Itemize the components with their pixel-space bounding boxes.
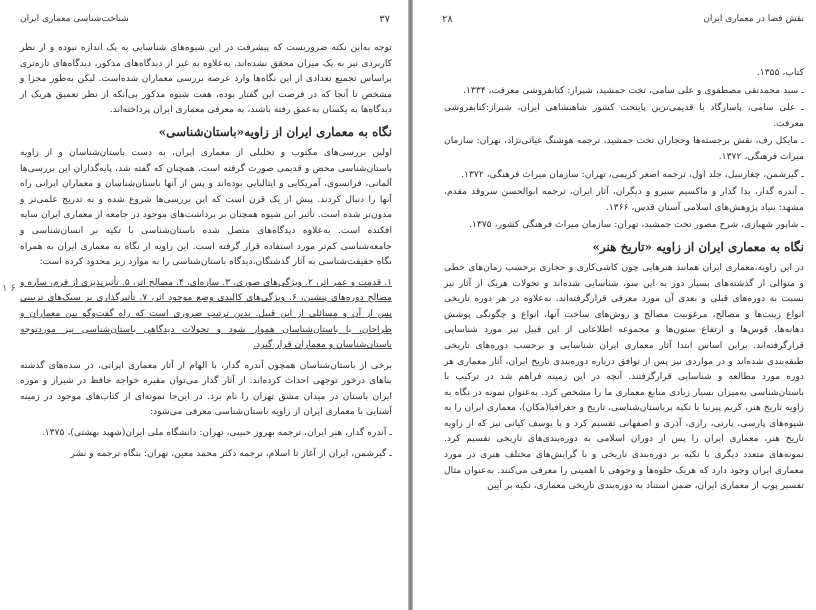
reference-item: ـ شاپور شهبازی، شرح مصور تخت جمشید، تهران: سازمان میراث فرهنگی کشور، ۱۳۷۵. bbox=[469, 219, 804, 231]
left-page-number: ۳۷ bbox=[379, 14, 390, 25]
reference-item: کتاب، ۱۳۵۵. bbox=[756, 67, 804, 78]
reference-item: ـ علی سامی، پاسارگاد یا قدیمی‌ترین پایتخت کشور شاهنشاهی ایران، شیراز:کتابفروشی معرفت. bbox=[444, 102, 804, 129]
left-page-header bbox=[20, 14, 390, 25]
margin-handwritten-note: ۱ ۶ bbox=[2, 283, 16, 294]
archaeology-paragraph-2: ۱. قدمت و عمر اثر، ۲. ویژگی‌های صوری، ۳. سازه‌ای، ۴. مصالح اثر، ۵. تأثیرپذیری از فرم، سازه و مصالح دوره‌های پیشین، ۶. ویژگی‌های کالبدی وضع موجود اثر، ۷. تأثیرگذاری بر سبک‌های تزیینی پس از آن و مسائلی از این قبیل. بدین ترتیب ضروری است که راه گفت‌وگو بین معماران و طراحان، با باستان‌شناسان هموار شود و تحولات دیدگاهی باستان‌شناسی نیز موردتوجه باستان‌شناسان و معماران قرار گیرد. bbox=[20, 276, 393, 351]
left-page-body bbox=[20, 40, 392, 466]
art-history-paragraph: در این زاویه،معماری ایران همانند هنرهایی چون کاشی‌کاری و حجاری برحسب زمان‌های خطی و متوالی از گذشته‌های بسیار دور به این سو، شناسایی شده‌اند و تحولات هریک از آثار نیز نسبت به دوره‌های قبلی و بعدی آن مورد معرفی قرارگرفته‌اند. به‌علاوه در هر دوره تاریخی انواع زینت‌ها و مصالح، مرغوبیت مصالح و روش‌های ساخت آنها، انواع و چگونگی پوشش دهانه‌ها، قوس‌ها و ارتفاع ستون‌ها و مجموعه اطلاعاتی از این قبیل نیز مورد شناسایی قرارگرفته‌اند. براین اساس ابتدا آثار معماری ایران شناسایی و برحسب دوره‌های تاریخی طبقه‌بندی شده‌اند و در مواردی نیز پس از توافق درباره دوره‌بندی تاریخ ایران، آثار معماری هر دوره مورد مطالعه و شناسایی قرارگرفتند. آنچه در این زمینه فراهم شد در ترکیب با باستان‌شناسی به‌میزان بسیار زیادی منابع معماری ما را مشخص کرد. به‌عنوان نمونه در نگاه به زاویه تاریخ هنر، کریم پیرنیا با تکیه برباستان‌شناسی، تاریخ و جغرافیا(مکان)، معماری ایران را به شیوه‌های پارسی، پارتی، رازی، آذری و اصفهانی تقسیم کرد و یا یوسف کیانی نیز که از زاویه تاریخ هنر، معماری ایران را پس از دوران اسلامی به دوره‌بندی‌های تاریخی تقسیم کرد. نمونه‌های متعدد دیگری با تکیه بر دوره‌بندی تاریخی و با گرایش‌های مختلف هنری در مورد معماری ایران وجود دارد که هریک جلوه‌ها و وجوهی با اهمیتی را معرفی می‌کنند. به‌عنوان مثال تفسیر پوپ از معماری ایران، ضمن استناد به دوره‌بندی تاریخی معماری، تکیه بر آیین bbox=[444, 261, 804, 492]
reference-item: ـ گیرشمن، ایران از آغاز تا اسلام، ترجمه دکتر محمد معین، تهران: بنگاه ترجمه و نشر bbox=[70, 447, 392, 459]
intro-paragraph: توجه به‌این نکته ضروریست که پیشرفت در این شیوه‌های شناسایی به یک اندازه نبوده و از نظر کاربردی نیز به یک میزان محقق نشده‌اند. به‌علاوه به غیر از دیدگاه‌های مذکور، دیدگاه‌های تازه‌تری براساس تجمیع تعدادی از این نگاه‌ها وارد عرصه بررسی معماران شده‌است. لیکن به‌طور مجزا و مشخص تا آنجا که در فرصت این گفتار بوده، هفت شیوه مذکور بی‌آنکه از نظر تعمیق هریک از دیدگاه‌ها به یکسان به‌عمق رفته باشند، به معرفی معماری ایران پرداخته‌اند. bbox=[20, 42, 392, 116]
reference-item: ـ گیرشمن، چغازنبیل، جلد اول، ترجمه اصغر کریمی، تهران: سازمان میراث فرهنگی، ۱۳۷۲. bbox=[461, 168, 804, 180]
right-page-body bbox=[444, 65, 804, 499]
archaeology-paragraph-1: اولین بررسی‌های مکتوب و تحلیلی از معماری ایران، به دست باستان‌شناسان و از زاویه باستان‌شناسی محض و قدیمی صورت گرفته است. همچنان که گفته شد، پایه‌گذاران این بررسی‌ها آلمانی، فرانسوی، آمریکایی و ایتالیایی بوده‌اند و پس از آنها باستان‌شناسان و معماران ایرانی راه آنها را دنبال کردند. پیش از یک قرن است که این بررسی‌ها شروع شده و به تدریج علمی‌تر و مدون‌تر شده است. تأثیر این شیوه همچنان بر برداشت‌های موجود در جامعه از معماری ایران سایه افکنده است. به‌علاوه دیدگاه‌های متصل شده باستان‌شناسی با تکیه بر انسان‌شناسی و جامعه‌شناسی کم‌تر مورد استفاده قرار گرفته است. این زاویه از نگاه به معماری ایران به همراه نگاه حقیقت‌شناسی به آثار گذشتگان،دیدگاه باستان‌شناسی را به موارد زیر محدود کرده است: bbox=[20, 146, 392, 268]
reference-list bbox=[444, 65, 804, 233]
section-heading-archaeology: نگاه به معماری ایران از زاویه«باستان‌شناسی» bbox=[158, 124, 392, 139]
reference-item: ـ مایکل رف، نقش برجسته‌ها وحجاران تخت جمشید، ترجمه هوشنگ غیاثی‌نژاد، تهران: سازمان میراث فرهنگی، ۱۳۷۲. bbox=[444, 135, 804, 162]
reference-item: ـ آندره گدار، یدا گدار و ماکسیم سیرو و دیگران، آثار ایران، ترجمه ابوالحسن سروقد مقدم، مشهد: بنیاد پژوهش‌های اسلامی آستان قدس، ۱۳۶۶. bbox=[444, 186, 804, 213]
reference-item: ـ آندره گدار، هنر ایران، ترجمه بهروز حبیبی، تهران: دانشگاه ملی ایران(شهید بهشتی)، ۱۳۷۵. bbox=[41, 427, 392, 439]
right-page-header bbox=[442, 14, 804, 25]
right-page-running-title: نقش فضا در معماری ایران bbox=[703, 14, 804, 24]
right-page bbox=[412, 0, 816, 610]
left-page-running-title: شناخت‌شناسی معماری ایران bbox=[20, 14, 129, 24]
section-heading-art-history: نگاه به معماری ایران از زاویه «تاریخ هنر» bbox=[592, 239, 804, 254]
reference-item: ـ سید محمدتقی مصطفوی و علی سامی، تخت جمشید، شیراز: کتابفروشی معرفت، ۱۳۳۴. bbox=[463, 84, 804, 96]
archaeology-paragraph-3: برخی از باستان‌شناسان همچون آندره گدار، با الهام از آثار معماری ایرانی، در سده‌های گذشته بناهای درخور توجهی احداث کرده‌اند. از آثار گدار می‌توان مقبره خواجه حافظ در شیراز و موزه ایران باستان در میدان مشق تهران را نام برد. در این‌جا نمونه‌ای از کتاب‌های موجود در زمینه آشنایی با معماری ایران از زاویه باستان‌شناسی معرفی می‌شود: bbox=[20, 359, 392, 418]
right-page-number: ۲۸ bbox=[442, 14, 453, 25]
